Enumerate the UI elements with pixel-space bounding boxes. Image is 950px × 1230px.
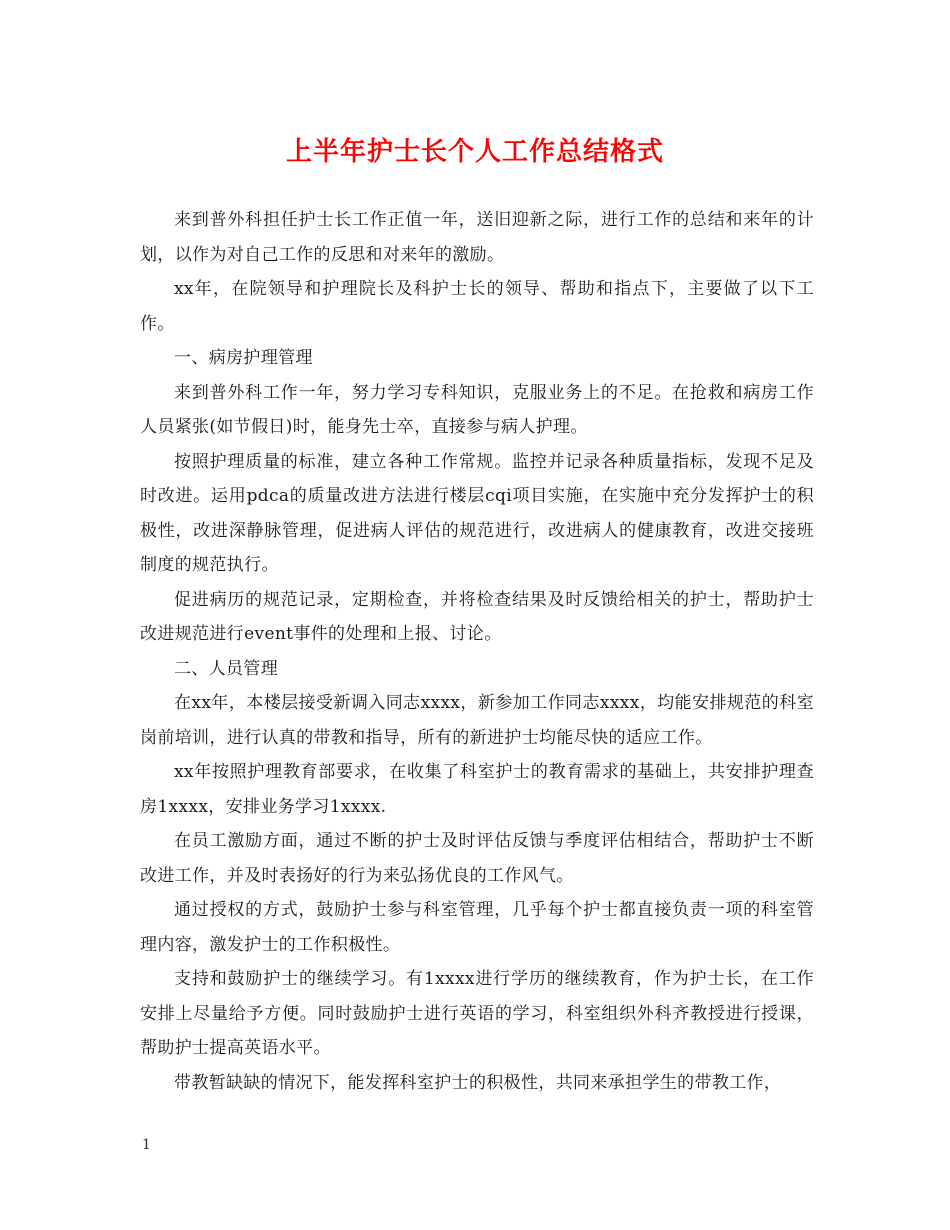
paragraph: 带教暂缺缺的情况下，能发挥科室护士的积极性，共同来承担学生的带教工作， [174, 1072, 782, 1093]
document-title: 上半年护士长个人工作总结格式 [285, 137, 664, 167]
paragraph: 在xx年，本楼层接受新调入同志xxxx，新参加工作同志xxxx，均能安排规范的科室岗前培训，进行认真的带教和指导，所有的新进护士均能尽快的适应工作。 [140, 693, 814, 748]
paragraph: 通过授权的方式，鼓励护士参与科室管理，几乎每个护士都直接负责一项的科室管理内容，激发护士的工作积极性。 [140, 900, 814, 955]
section-heading: 二、人员管理 [174, 658, 279, 679]
paragraph: 在员工激励方面，通过不断的护士及时评估反馈与季度评估相结合，帮助护士不断改进工作，并及时表扬好的行为来弘扬优良的工作风气。 [140, 831, 814, 886]
paragraph: 支持和鼓励护士的继续学习。有1xxxx进行学历的继续教育，作为护士长，在工作安排上尽量给予方便。同时鼓励护士进行英语的学习，科室组织外科齐教授进行授课，帮助护士提高英语水平。 [140, 969, 814, 1058]
section-heading: 一、病房护理管理 [174, 348, 313, 368]
paragraph: 促进病历的规范记录，定期检查，并将检查结果及时反馈给相关的护士，帮助护士改进规范进行event事件的处理和上报、讨论。 [140, 589, 814, 644]
paragraph: 按照护理质量的标准，建立各种工作常规。监控并记录各种质量指标，发现不足及时改进。运用pdca的质量改进方法进行楼层cqi项目实施，在实施中充分发挥护士的积极性，改进深静脉管理，促进病人评估的规范进行，改进病人的健康教育，改进交接班制度的规范执行。 [140, 451, 814, 575]
page-number: 1 [142, 1137, 151, 1153]
paragraph: xx年，在院领导和护理院长及科护士长的领导、帮助和指点下，主要做了以下工作。 [140, 279, 814, 334]
document-body [140, 203, 814, 1100]
paragraph: xx年按照护理教育部要求，在收集了科室护士的教育需求的基础上，共安排护理查房1xxxx，安排业务学习1xxxx. [140, 762, 814, 817]
paragraph: 来到普外科担任护士长工作正值一年，送旧迎新之际，进行工作的总结和来年的计划，以作为对自己工作的反思和对来年的激励。 [140, 210, 814, 265]
paragraph: 来到普外科工作一年，努力学习专科知识，克服业务上的不足。在抢救和病房工作人员紧张(如节假日)时，能身先士卒，直接参与病人护理。 [140, 382, 814, 437]
